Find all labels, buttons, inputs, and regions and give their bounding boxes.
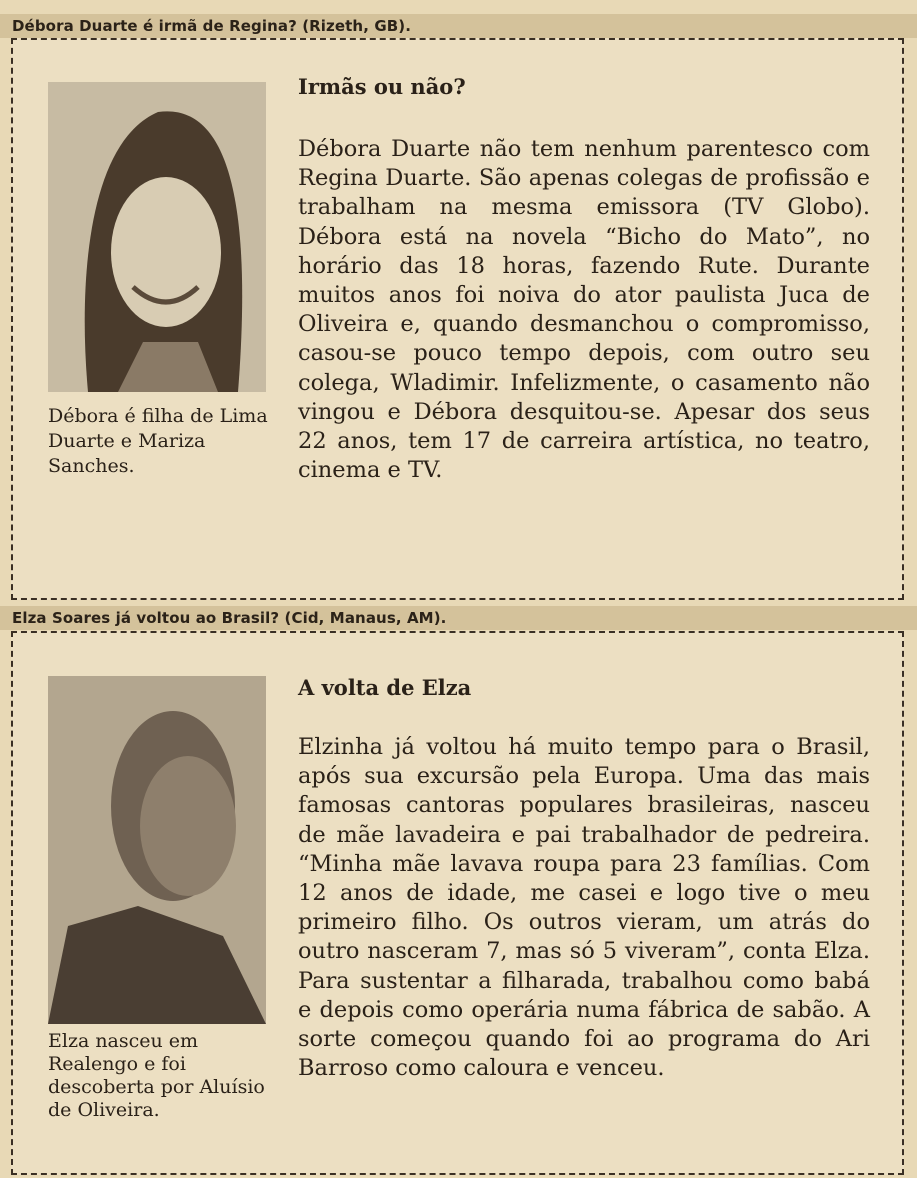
portrait-illustration: [48, 82, 266, 392]
portrait-photo: [48, 676, 266, 1024]
photo-caption: Débora é filha de Lima Duarte e Mariza Sanches.: [48, 405, 268, 477]
headline: A volta de Elza: [298, 675, 472, 700]
question-bar: Elza Soares já voltou ao Brasil? (Cid, Manaus, AM).: [0, 606, 917, 630]
portrait-illustration: [48, 676, 266, 1024]
answer-text: Débora Duarte não tem nenhum parentesco com Regina Duarte. São apenas colegas de profissão e trabalham na mesma emissora (TV Globo). Débora está na novela “Bicho do Mato”, no horário das 18 horas, fazendo Rute. Durante muitos anos foi noiva do ator paulista Juca de Oliveira e, quando desmanchou o compromisso, casou-se pouco tempo depois, com outro seu colega, Wladimir. Infelizmente, o casamento não vingou e Débora desquitou-se. Apesar dos seus 22 anos, tem 17 de carreira artística, no teatro, cinema e TV.: [298, 136, 870, 484]
question-bar: Débora Duarte é irmã de Regina? (Rizeth, GB).: [0, 14, 917, 38]
photo-caption: Elza nasceu em Realengo e foi descoberta por Aluísio de Oliveira.: [48, 1030, 265, 1121]
portrait-photo: [48, 82, 266, 392]
headline: Irmãs ou não?: [298, 74, 466, 99]
answer-text: Elzinha já voltou há muito tempo para o Brasil, após sua excursão pela Europa. Uma das mais famosas cantoras populares brasileiras, nasceu de mãe lavadeira e pai trabalhador de pedreira. “Minha mãe lavava roupa para 23 famílias. Com 12 anos de idade, me casei e logo tive o meu primeiro filho. Os outros vieram, um atrás do outro nasceram 7, mas só 5 viveram”, conta Elza. Para sustentar a filharada, trabalhou como babá e depois como operária numa fábrica de sabão. A sorte começou quando foi ao programa do Ari Barroso como caloura e venceu.: [298, 734, 870, 1082]
